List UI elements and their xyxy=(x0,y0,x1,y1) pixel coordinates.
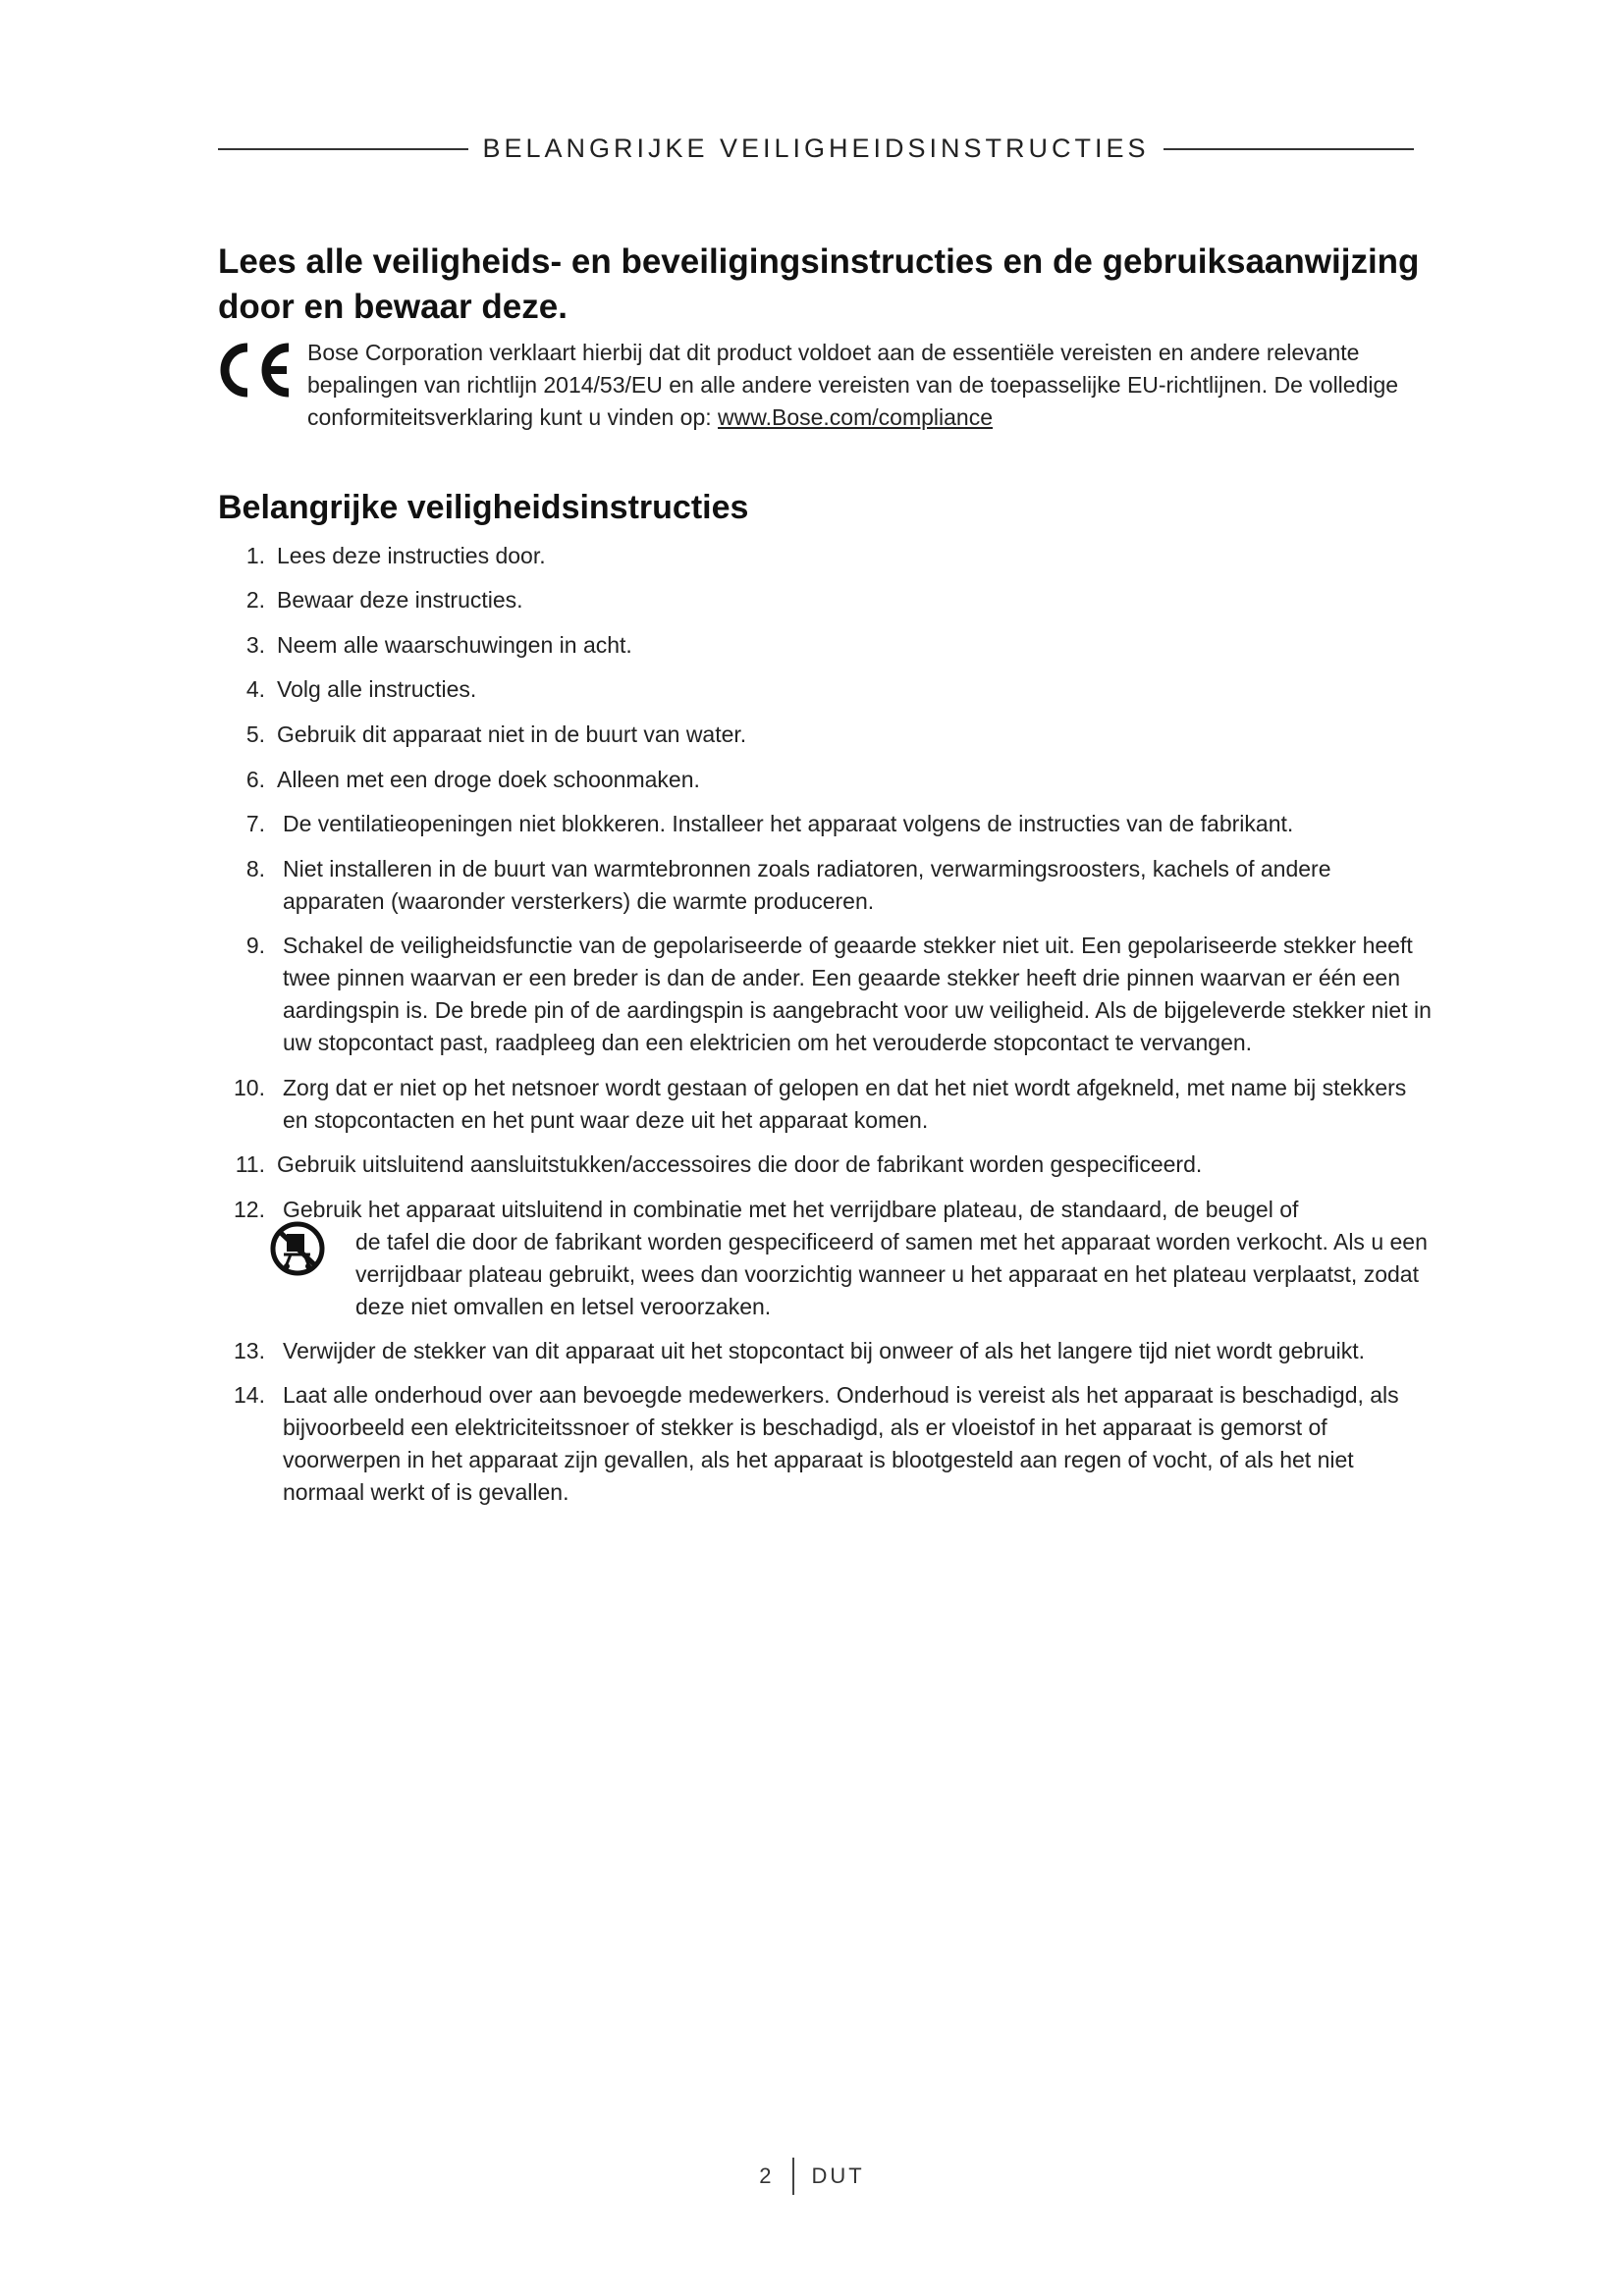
item-text: Gebruik uitsluitend aansluitstukken/accessoires die door de fabrikant worden gespecificeerd. xyxy=(277,1151,1203,1177)
cart-tip-warning-icon xyxy=(267,1221,328,1276)
language-code: DUT xyxy=(811,2163,865,2188)
item-number: 9. xyxy=(245,933,265,958)
item-text: Alleen met een droge doek schoonmaken. xyxy=(277,767,700,792)
intro-heading: Lees alle veiligheids- en beveiligingsinstructies en de gebruiksaanwijzing door en bewaar deze. xyxy=(218,242,1420,326)
item-number: 7. xyxy=(245,811,265,836)
header-rule-left xyxy=(218,148,468,150)
section-heading: Belangrijke veiligheidsinstructies xyxy=(218,489,749,526)
item-number: 3. xyxy=(245,632,265,658)
item-text: Niet installeren in de buurt van warmtebronnen zoals radiatoren, verwarmingsroosters, kachels of andere apparaten (waaronder versterkers) die warmte produceren. xyxy=(283,856,1331,914)
item-text: Gebruik dit apparaat niet in de buurt van water. xyxy=(277,721,747,747)
item-number: 2. xyxy=(245,587,265,613)
item-number: 12. xyxy=(234,1197,265,1222)
item-text: Zorg dat er niet op het netsnoer wordt gestaan of gelopen en dat het niet wordt afgekneld, met name bij stekkers en stopcontacten en het punt waar deze uit het apparaat komen. xyxy=(283,1075,1407,1133)
page-header xyxy=(218,133,1414,164)
item-number: 14. xyxy=(234,1382,265,1408)
item-text: Schakel de veiligheidsfunctie van de gepolariseerde of geaarde stekker niet uit. Een gepolariseerde stekker heeft twee pinnen waarvan er een breder is dan de ander. Een geaarde stekker heeft drie pinnen waarvan er één een aardingspin is. De brede pin of de aardingspin is aangebracht voor uw veiligheid. Als de bijgeleverde stekker niet in uw stopcontact past, raadpleeg dan een elektricien om het verouderde stopcontact te vervangen. xyxy=(283,933,1432,1055)
item-text: Bewaar deze instructies. xyxy=(277,587,523,613)
item-number: 6. xyxy=(245,767,265,792)
item-number: 11. xyxy=(235,1151,265,1177)
ce-declaration xyxy=(307,337,1436,434)
header-rule-right xyxy=(1164,148,1414,150)
item-text: Laat alle onderhoud over aan bevoegde medewerkers. Onderhoud is vereist als het apparaat is beschadigd, als bijvoorbeeld een elektriciteitssnoer of stekker is beschadigd, als er vloeistof in het apparaat is gemorst of voorwerpen in het apparaat zijn gevallen, als het apparaat is blootgesteld aan regen of vocht, of als het niet normaal werkt of is gevallen. xyxy=(283,1382,1399,1505)
item-text: De ventilatieopeningen niet blokkeren. Installeer het apparaat volgens de instructies van de fabrikant. xyxy=(283,811,1294,836)
item-number: 8. xyxy=(245,856,265,881)
page-footer xyxy=(0,2158,1624,2195)
item-number: 1. xyxy=(245,543,265,568)
item-number: 5. xyxy=(245,721,265,747)
item-number: 10. xyxy=(234,1075,265,1100)
item-text: Volg alle instructies. xyxy=(277,676,477,702)
header-title: BELANGRIJKE VEILIGHEIDSINSTRUCTIES xyxy=(482,133,1150,163)
ce-mark-icon xyxy=(214,340,293,400)
item-number: 13. xyxy=(234,1338,265,1363)
page-number: 2 xyxy=(759,2163,775,2188)
compliance-link[interactable]: www.Bose.com/compliance xyxy=(718,404,993,430)
item-number: 4. xyxy=(245,676,265,702)
item-text-first-line: Gebruik het apparaat uitsluitend in combinatie met het verrijdbare plateau, de standaard, de beugel of xyxy=(283,1197,1299,1222)
item-text-rest: de tafel die door de fabrikant worden gespecificeerd of samen met het apparaat worden verkocht. Als u een verrijdbaar plateau gebruikt, wees dan voorzichtig wanneer u het apparaat en het plateau verplaatst, zodat deze niet omvallen en letsel veroorzaken. xyxy=(355,1229,1428,1319)
footer-divider xyxy=(792,2158,794,2195)
item-text: Lees deze instructies door. xyxy=(277,543,546,568)
item-text: Neem alle waarschuwingen in acht. xyxy=(277,632,632,658)
item-text: Verwijder de stekker van dit apparaat uit het stopcontact bij onweer of als het langere tijd niet wordt gebruikt. xyxy=(283,1338,1366,1363)
ce-declaration-text: Bose Corporation verklaart hierbij dat dit product voldoet aan de essentiële vereisten en andere relevante bepalingen van richtlijn 2014/53/EU en alle andere vereisten van de toepasselijke EU-richtlijnen. De volledige conformiteitsverklaring kunt u vinden op: xyxy=(307,340,1399,430)
